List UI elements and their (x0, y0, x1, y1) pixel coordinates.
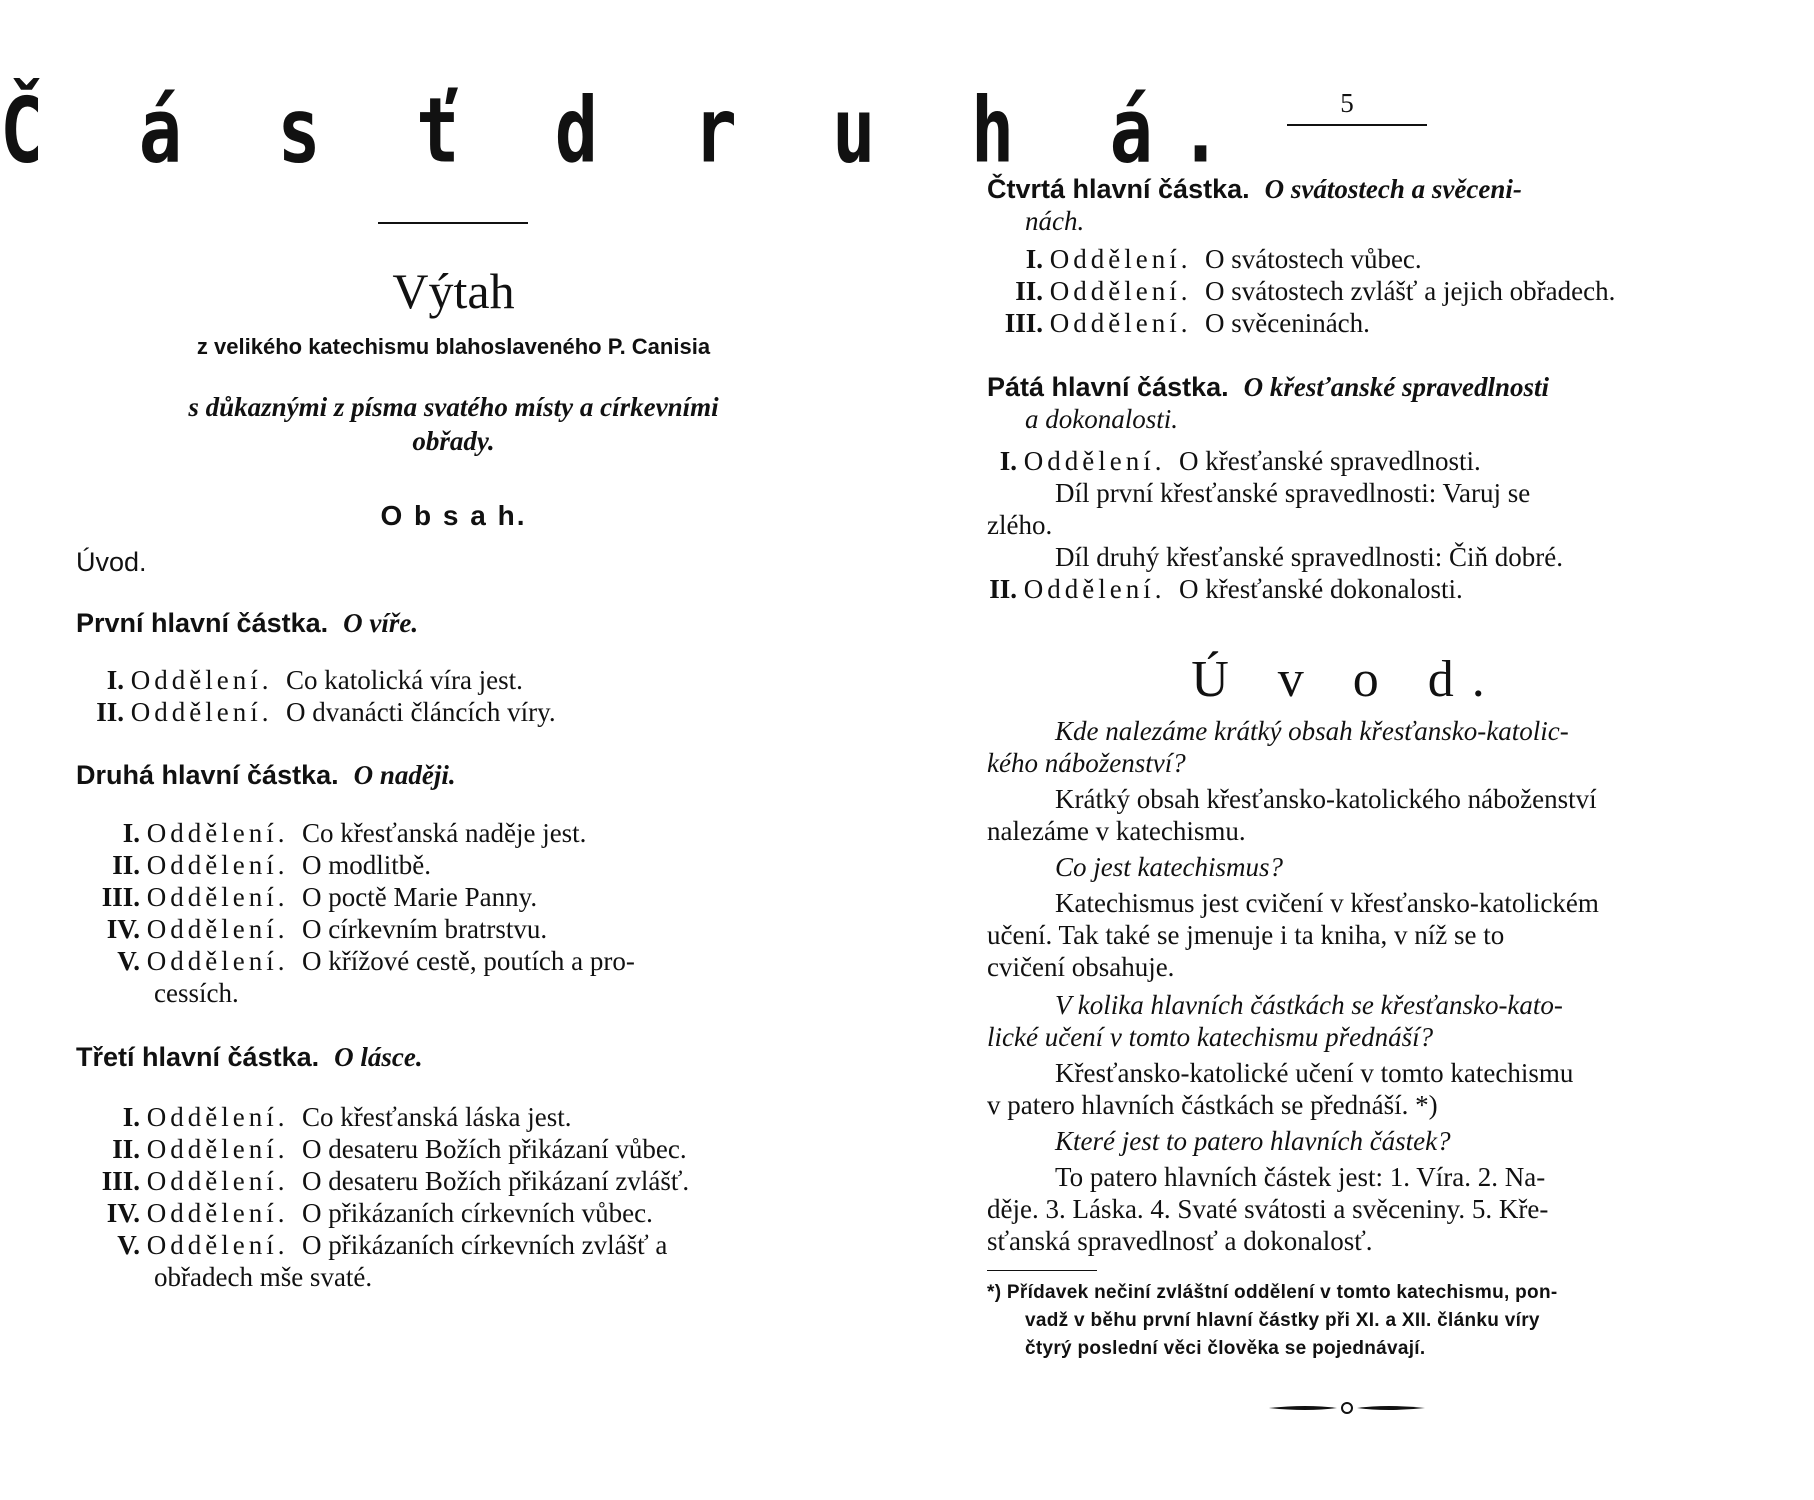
footnote-rule (987, 1270, 1097, 1271)
section-3-row: V. Oddělení. O přikázaních církevních zvlášť a (117, 1230, 668, 1260)
section-4-title: Čtvrtá hlavní částka. O svátostech a svěceni- (987, 174, 1522, 204)
section-2-continuation: cessích. (154, 978, 239, 1008)
section-2-row: II. Oddělení. O modlitbě. (112, 850, 431, 880)
intro-label: Úvod. (76, 547, 147, 577)
footnote-line3: čtyrý poslední věci člověka se pojednávají. (1025, 1338, 1426, 1359)
section-2-row: III. Oddělení. O poctě Marie Panny. (101, 882, 538, 912)
contents-title: O b s a h. (380, 500, 527, 531)
section-2-row: IV. Oddělení. O církevním bratrstvu. (106, 914, 548, 944)
subheading-sources-line2: obřady. (412, 426, 495, 456)
section-4-row: I. Oddělení. O svátostech vůbec. (1025, 244, 1422, 274)
answer-1-line1: Krátký obsah křesťansko-katolického náboženství (1055, 784, 1597, 814)
section-5-row: II. Oddělení. O křesťanské dokonalosti. (989, 574, 1463, 604)
answer-1-line2: nalezáme v katechismu. (987, 816, 1246, 846)
answer-2-line3: cvičení obsahuje. (987, 952, 1175, 982)
question-1-line1: Kde nalezáme krátký obsah křesťansko-katolic- (1055, 716, 1569, 746)
answer-3-line1: Křesťansko-katolické učení v tomto katechismu (1055, 1058, 1574, 1088)
right-page (907, 0, 1814, 1500)
answer-2-line2: učení. Tak také se jmenuje i ta kniha, v níž se to (987, 920, 1505, 950)
heading-vytah: Výtah (392, 263, 515, 319)
end-ornament (1267, 1400, 1427, 1416)
section-4-title-cont: nách. (1025, 206, 1085, 236)
section-3-row: II. Oddělení. O desateru Božích přikázaní vůbec. (112, 1134, 687, 1164)
section-1-row: I. Oddělení. Co katolická víra jest. (106, 665, 523, 695)
answer-4-line1: To patero hlavních částek jest: 1. Víra. 2. Na- (1055, 1162, 1546, 1192)
subheading-sources-line1: s důkaznými z písma svatého místy a církevními (188, 392, 719, 422)
section-1-row: II. Oddělení. O dvanácti článcích víry. (96, 697, 556, 727)
section-5-title-cont: a dokonalosti. (1025, 404, 1178, 434)
section-5-part2: Díl druhý křesťanské spravedlnosti: Čiň dobré. (1055, 542, 1563, 572)
question-1-line2: kého náboženství? (987, 748, 1186, 778)
section-3-continuation: obřadech mše svaté. (154, 1262, 373, 1292)
footnote-line1: *) Přídavek nečiní zvláštní oddělení v tomto katechismu, pon- (987, 1282, 1558, 1303)
answer-2-line1: Katechismus jest cvičení v křesťansko-katolickém (1055, 888, 1599, 918)
footnote-line2: vadž v běhu první hlavní částky při XI. a XII. článku víry (1025, 1310, 1540, 1331)
answer-3-line2: v patero hlavních částkách se přednáší. *) (987, 1090, 1438, 1120)
answer-4-line2: děje. 3. Láska. 4. Svaté svátosti a svěceniny. 5. Kře- (987, 1194, 1549, 1224)
answer-4-line3: sťanská spravedlnosť a dokonalosť. (987, 1226, 1373, 1256)
section-1-title: První hlavní částka. O víře. (76, 608, 419, 638)
question-4: Které jest to patero hlavních částek? (1055, 1126, 1451, 1156)
section-5-row: I. Oddělení. O křesťanské spravedlnosti. (999, 446, 1481, 476)
section-5-part1-line1: Díl první křesťanské spravedlnosti: Varuj se (1055, 478, 1531, 508)
section-3-title: Třetí hlavní částka. O lásce. (76, 1042, 423, 1072)
section-4-row: II. Oddělení. O svátostech zvlášť a jejich obřadech. (1015, 276, 1616, 306)
section-2-title: Druhá hlavní částka. O naději. (76, 760, 456, 790)
part-title: Č á s ť d r u h á. (0, 77, 1249, 183)
section-4-row: III. Oddělení. O svěceninách. (1004, 308, 1370, 338)
uvod-heading: Ú v o d. (1191, 651, 1503, 708)
subheading-source: z velikého katechismu blahoslaveného P. Canisia (196, 334, 711, 359)
page-number: 5 (1340, 88, 1354, 118)
question-2: Co jest katechismus? (1055, 852, 1283, 882)
section-5-part1-line2: zlého. (987, 510, 1053, 540)
section-3-row: III. Oddělení. O desateru Božích přikázaní zvlášť. (101, 1166, 690, 1196)
section-2-row: I. Oddělení. Co křesťanská naděje jest. (122, 818, 587, 848)
section-3-row: IV. Oddělení. O přikázaních církevních vůbec. (106, 1198, 653, 1228)
title-divider (378, 222, 528, 224)
question-3-line2: lické učení v tomto katechismu přednáší? (987, 1022, 1434, 1052)
section-3-row: I. Oddělení. Co křesťanská láska jest. (122, 1102, 572, 1132)
section-5-title: Pátá hlavní částka. O křesťanské spravedlnosti (987, 372, 1550, 402)
question-3-line1: V kolika hlavních částkách se křesťansko-kato- (1055, 990, 1563, 1020)
page-number-rule (1287, 124, 1427, 126)
section-2-row: V. Oddělení. O křížové cestě, poutích a pro- (117, 946, 635, 976)
